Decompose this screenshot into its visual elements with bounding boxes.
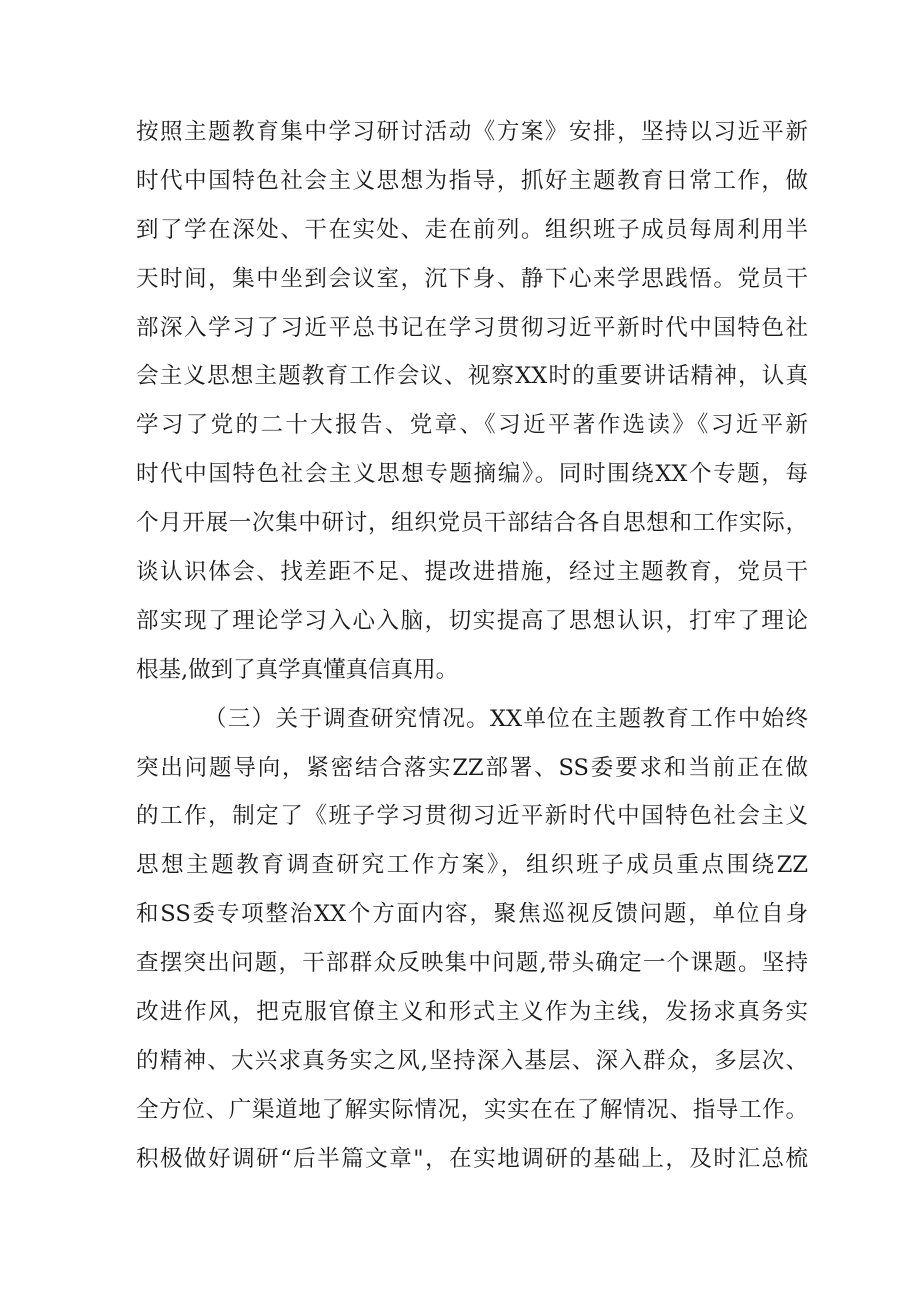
paragraph-study-activities — [136, 108, 808, 695]
text-line: 谈认识体会、找差距不足、提改进措施，经过主题教育，党员干 — [136, 559, 808, 586]
text-line: 全方位、广渠道地了解实际情况，实实在在了解情况、指导工作。 — [136, 1096, 808, 1123]
text-line: 时代中国特色社会主义思想专题摘编》。同时围绕XX个专题，每 — [136, 461, 808, 488]
text-line: 部实现了理论学习入心入脑，切实提高了思想认识，打牢了理论 — [136, 607, 808, 634]
paragraph-research-situation — [136, 695, 808, 1184]
text-line: 思想主题教育调查研究工作方案》，组织班子成员重点围绕ZZ — [136, 852, 808, 879]
text-line: 突出问题导向，紧密结合落实ZZ部署、SS委要求和当前正在做 — [136, 754, 808, 781]
text-line: 时代中国特色社会主义思想为指导，抓好主题教育日常工作，做 — [136, 167, 808, 194]
text-line: 个月开展一次集中研讨，组织党员干部结合各自思想和工作实际， — [136, 510, 808, 537]
text-line: 的精神、大兴求真务实之风,坚持深入基层、深入群众，多层次、 — [136, 1047, 808, 1074]
text-line: 积极做好调研“后半篇文章"，在实地调研的基础上，及时汇总梳 — [136, 1145, 808, 1172]
text-line: 和SS委专项整治XX个方面内容，聚焦巡视反馈问题，单位自身 — [136, 901, 808, 928]
document-body — [136, 108, 808, 1184]
text-line: 天时间，集中坐到会议室，沉下身、静下心来学思践悟。党员干 — [136, 265, 808, 292]
text-line: 查摆突出问题，干部群众反映集中问题,带头确定一个课题。坚持 — [136, 950, 808, 977]
text-line: 的工作，制定了《班子学习贯彻习近平新时代中国特色社会主义 — [136, 803, 808, 830]
text-line: 按照主题教育集中学习研讨活动《方案》安排，坚持以习近平新 — [136, 119, 808, 145]
text-line: 会主义思想主题教育工作会议、视察XX时的重要讲话精神，认真 — [136, 363, 808, 390]
text-line: 学习了党的二十大报告、党章、《习近平著作选读》《习近平新 — [136, 412, 808, 439]
section-heading-line: （三）关于调查研究情况。XX单位在主题教育工作中始终 — [204, 705, 808, 732]
text-line: 改进作风，把克服官僚主义和形式主义作为主线，发扬求真务实 — [136, 999, 808, 1026]
text-line: 到了学在深处、干在实处、走在前列。组织班子成员每周利用半 — [136, 216, 808, 243]
text-line: 部深入学习了习近平总书记在学习贯彻习近平新时代中国特色社 — [136, 314, 808, 341]
text-line: 根基,做到了真学真懂真信真用。 — [136, 656, 459, 683]
